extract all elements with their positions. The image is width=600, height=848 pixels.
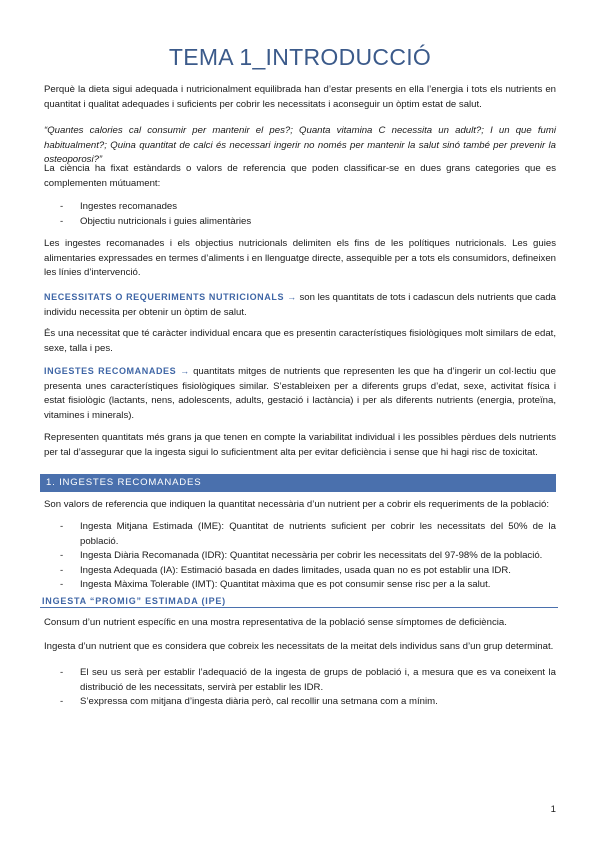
reference-values-list	[60, 520, 556, 593]
recommended-text: quantitats mitges de nutrients que representen les que ha d’ingerir un col·lectiu que presenta unes característiques fisiològiques similar. S’estableixen per a diferents grups d’edat, sexe, activitat física i estat fisiològic (lactants, nens, adolescents, adults, gestació i lactància) i per als diferents nutrients (energia, proteïna, vitamines i minerals).	[44, 366, 556, 421]
needs-term: NECESSITATS O REQUERIMENTS NUTRICIONALS →	[44, 292, 297, 302]
ipe-paragraph-1: Consum d’un nutrient específic en una mostra representativa de la població sense símptomes de deficiència.	[44, 617, 507, 628]
list-item: - S’expressa com mitjana d’ingesta diària però, cal recollir una setmana com a mínim.	[60, 695, 556, 710]
list-item: - Ingesta Màxima Tolerable (IMT): Quantitat màxima que es pot consumir sense risc per a la salut.	[60, 578, 556, 593]
subsection-heading: INGESTA “PROMIG” ESTIMADA (IPE)	[40, 596, 558, 608]
recommended-paragraph	[44, 364, 556, 423]
quote-paragraph: “Quantes calories cal consumir per mantenir el pes?; Quanta vitamina C necessita un adult?; I un que fumi habitualment?; Quina quantitat de calci és necessari ingerir no només per mantenir la salut sinó també per prevenir la osteoporosi?”	[44, 125, 556, 166]
page-number: 1	[550, 804, 556, 815]
list-item: - Ingestes recomanades	[60, 200, 556, 215]
represent-paragraph: Representen quantitats més grans ja que tenen en compte la variabilitat individual i les possibles pèrdues dels nutrients per tal d’assegurar que la ingesta sigui lo suficientment alta per evitar deficiència i sense que hi hagi risc de toxicitat.	[44, 432, 556, 458]
science-paragraph: La ciència ha fixat estàndards o valors de referencia que poden classificar-se en dues grans categories que es complementen mútuament:	[44, 163, 556, 189]
page-title: TEMA 1_INTRODUCCIÓ	[168, 44, 432, 70]
section-lead: Son valors de referencia que indiquen la quantitat necessària d’un nutrient per a cobrir els requeriments de la població:	[44, 499, 550, 510]
guides-paragraph: Les ingestes recomanades i els objectius nutricionals delimiten els fins de les polítiques nutricionals. Les guies alimentaries expressades en termes d’aliments i en llenguatge directe, assequible per a tots els consumidors, defineixen les línies d’intervenció.	[44, 238, 556, 279]
list-item: - Ingesta Adequada (IA): Estimació basada en dades limitades, usada quan no es pot establir una IDR.	[60, 564, 556, 579]
individual-paragraph: És una necessitat que té caràcter individual encara que es presentin característiques fisiològiques molt similars de edat, sexe, talla i pes.	[44, 328, 556, 354]
list-item: - Ingesta Diària Recomanada (IDR): Quantitat necessària per cobrir les necessitats del 97-98% de la població.	[60, 549, 556, 564]
needs-paragraph	[44, 290, 556, 320]
section-heading: 1. INGESTES RECOMANADES	[40, 474, 556, 492]
list-item: - Ingesta Mitjana Estimada (IME): Quantitat de nutrients suficient per cobrir les necessitats del 50% de la població.	[60, 520, 556, 549]
categories-list	[60, 200, 556, 229]
recommended-term: INGESTES RECOMANADES →	[44, 366, 190, 376]
list-item: - Objectiu nutricionals i guies alimentàries	[60, 215, 556, 230]
list-item: - El seu us serà per establir l’adequació de la ingesta de grups de població i, a mesura que es va coneixent la distribució de les necessitats, servirà per establir les IDR.	[60, 666, 556, 695]
intro-paragraph: Perquè la dieta sigui adequada i nutricionalment equilibrada han d’estar presents en ella l’energia i tots els nutrients en quantitat i qualitat adequades i suficients per cobrir les necessitats i aconseguir un òptim estat de salut.	[44, 84, 556, 110]
ipe-list	[60, 666, 556, 710]
ipe-paragraph-2: Ingesta d’un nutrient que es considera que cobreix les necessitats de la meitat dels individus sans d’un grup determinat.	[44, 641, 554, 652]
needs-text: son les quantitats de tots i cadascun dels nutrients que cada individu necessita per obtenir un òptim de salut.	[44, 292, 556, 318]
